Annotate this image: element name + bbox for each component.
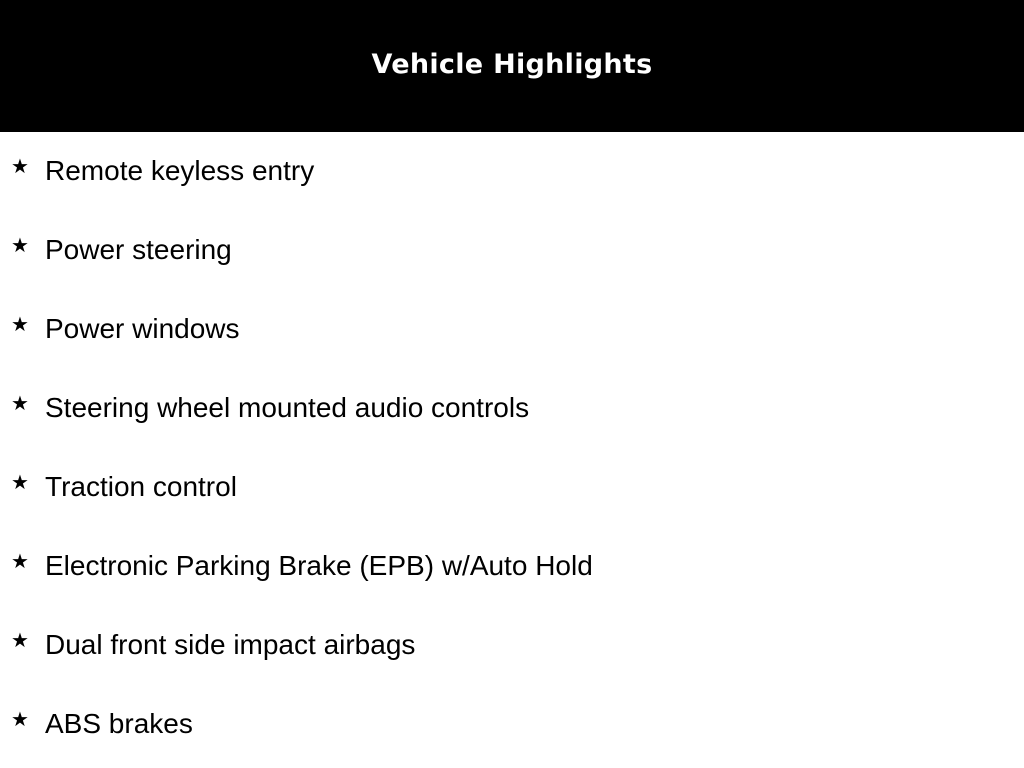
list-item [0, 448, 1024, 527]
highlight-label: Electronic Parking Brake (EPB) w/Auto Hold [45, 550, 593, 581]
star-icon: ★ [11, 312, 29, 336]
list-item [0, 290, 1024, 369]
header-banner [0, 0, 1024, 132]
highlight-label: Traction control [45, 471, 237, 502]
star-icon: ★ [11, 391, 29, 415]
highlight-label: Steering wheel mounted audio controls [45, 392, 530, 423]
list-item [0, 369, 1024, 448]
star-icon: ★ [11, 549, 29, 573]
highlight-label: Dual front side impact airbags [45, 629, 416, 660]
star-icon: ★ [11, 233, 29, 257]
list-item [0, 606, 1024, 685]
highlights-list [0, 132, 1024, 764]
highlight-label: Power windows [45, 313, 240, 344]
page-title: Vehicle Highlights [371, 48, 653, 80]
highlight-label: Remote keyless entry [45, 155, 315, 186]
list-item [0, 211, 1024, 290]
highlight-label: Power steering [45, 234, 232, 265]
star-icon: ★ [11, 628, 29, 652]
star-icon: ★ [11, 154, 29, 178]
list-item [0, 132, 1024, 211]
star-icon: ★ [11, 707, 29, 731]
list-item [0, 527, 1024, 606]
highlight-label: ABS brakes [45, 708, 193, 739]
star-icon: ★ [11, 470, 29, 494]
list-item [0, 685, 1024, 764]
